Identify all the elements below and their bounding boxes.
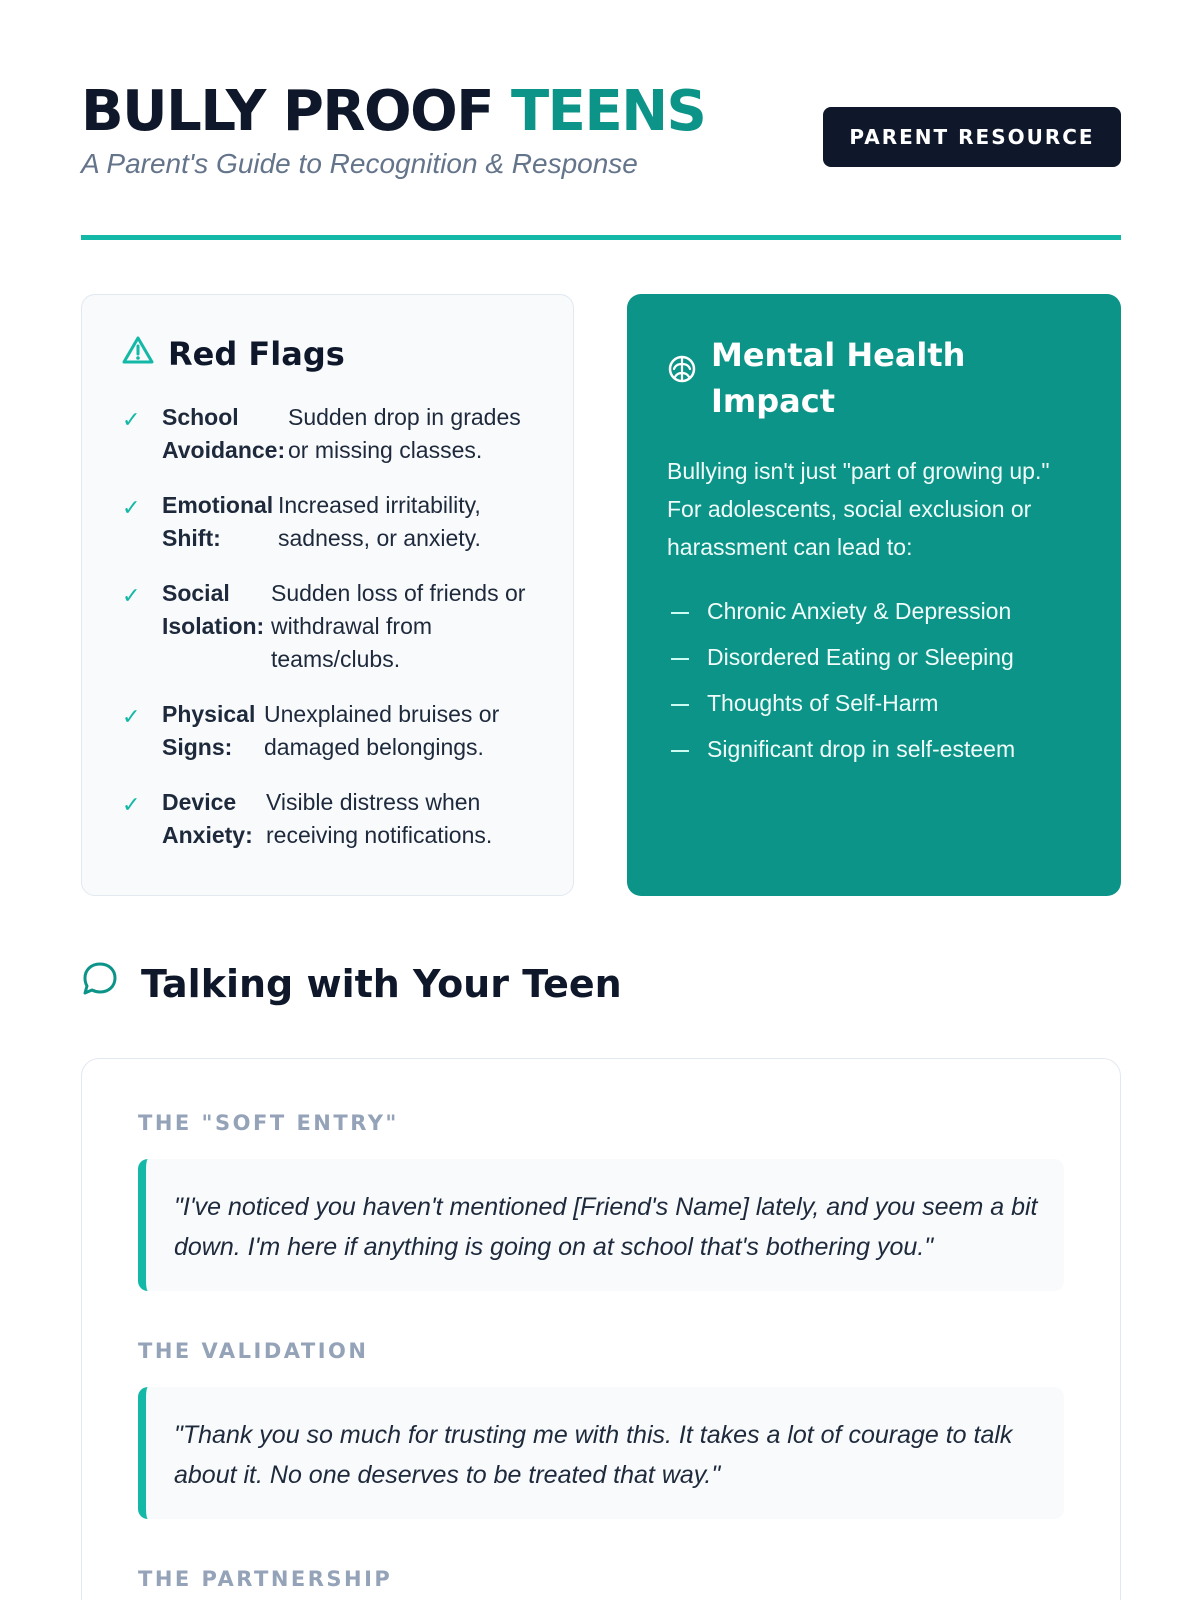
impact-list-item bbox=[667, 634, 1083, 680]
warning-triangle-icon bbox=[122, 335, 154, 373]
script-quote: "I've noticed you haven't mentioned [Friend's Name] lately, and you seem a bit down. I'm here if anything is going on at school that's bothering you." bbox=[138, 1159, 1064, 1291]
dash-icon bbox=[667, 634, 707, 680]
impact-text: Significant drop in self-esteem bbox=[707, 736, 1016, 762]
flag-item bbox=[122, 489, 533, 555]
script-label: THE VALIDATION bbox=[138, 1339, 369, 1363]
script-label: THE "SOFT ENTRY" bbox=[138, 1111, 399, 1135]
page-subtitle: A Parent's Guide to Recognition & Response bbox=[81, 148, 638, 179]
impact-list-item bbox=[667, 726, 1083, 772]
speech-bubble-icon bbox=[81, 960, 119, 1007]
red-flags-title: Red Flags bbox=[168, 335, 345, 373]
flag-label: Physical Signs: bbox=[162, 701, 256, 760]
talking-section-title: Talking with Your Teen bbox=[141, 961, 622, 1006]
impact-text: Disordered Eating or Sleeping bbox=[707, 644, 1014, 670]
header-divider bbox=[81, 235, 1121, 240]
page-header bbox=[81, 79, 1121, 242]
dash-icon bbox=[667, 680, 707, 726]
flag-item bbox=[122, 698, 533, 764]
flag-description: Sudden drop in grades or missing classes. bbox=[288, 404, 521, 463]
title-main: BULLY PROOF bbox=[81, 79, 493, 144]
red-flags-heading bbox=[122, 335, 533, 373]
mental-health-card bbox=[627, 294, 1121, 896]
check-icon: ✓ bbox=[122, 583, 141, 608]
dash-icon bbox=[667, 588, 707, 634]
check-icon: ✓ bbox=[122, 704, 141, 729]
impact-text: Thoughts of Self-Harm bbox=[707, 690, 939, 716]
red-flags-card bbox=[81, 294, 574, 896]
mental-health-intro: Bullying isn't just "part of growing up." For adolescents, social exclusion or harassment can lead to: bbox=[667, 458, 1050, 560]
impact-list-item bbox=[667, 680, 1083, 726]
parent-resource-badge: PARENT RESOURCE bbox=[823, 107, 1121, 167]
brain-icon bbox=[667, 332, 697, 396]
script-label: THE PARTNERSHIP bbox=[138, 1567, 393, 1591]
flag-description: Sudden loss of friends or withdrawal from teams/clubs. bbox=[271, 580, 526, 672]
impact-text: Chronic Anxiety & Depression bbox=[707, 598, 1012, 624]
mental-health-heading bbox=[667, 332, 1083, 424]
check-icon: ✓ bbox=[122, 792, 141, 817]
check-icon: ✓ bbox=[122, 495, 141, 520]
title-accent: TEENS bbox=[510, 79, 706, 144]
flag-description: Increased irritability, sadness, or anxiety. bbox=[278, 492, 481, 551]
dash-icon bbox=[667, 726, 707, 772]
flag-label: Social Isolation: bbox=[162, 580, 265, 639]
flag-item bbox=[122, 786, 533, 852]
talking-section-heading bbox=[81, 960, 622, 1007]
flag-item bbox=[122, 577, 533, 676]
impact-list-item bbox=[667, 588, 1083, 634]
flag-item bbox=[122, 401, 533, 467]
conversation-scripts-card bbox=[81, 1058, 1121, 1600]
flag-label: Device Anxiety: bbox=[162, 789, 253, 848]
script-quote: "Thank you so much for trusting me with this. It takes a lot of courage to talk about it. No one deserves to be treated that way." bbox=[138, 1387, 1064, 1519]
flag-label: School Avoidance: bbox=[162, 404, 286, 463]
mental-health-title: Mental Health Impact bbox=[711, 336, 966, 420]
flag-description: Visible distress when receiving notifications. bbox=[266, 789, 493, 848]
check-icon: ✓ bbox=[122, 407, 141, 432]
flag-label: Emotional Shift: bbox=[162, 492, 274, 551]
flag-description: Unexplained bruises or damaged belongings. bbox=[264, 701, 500, 760]
